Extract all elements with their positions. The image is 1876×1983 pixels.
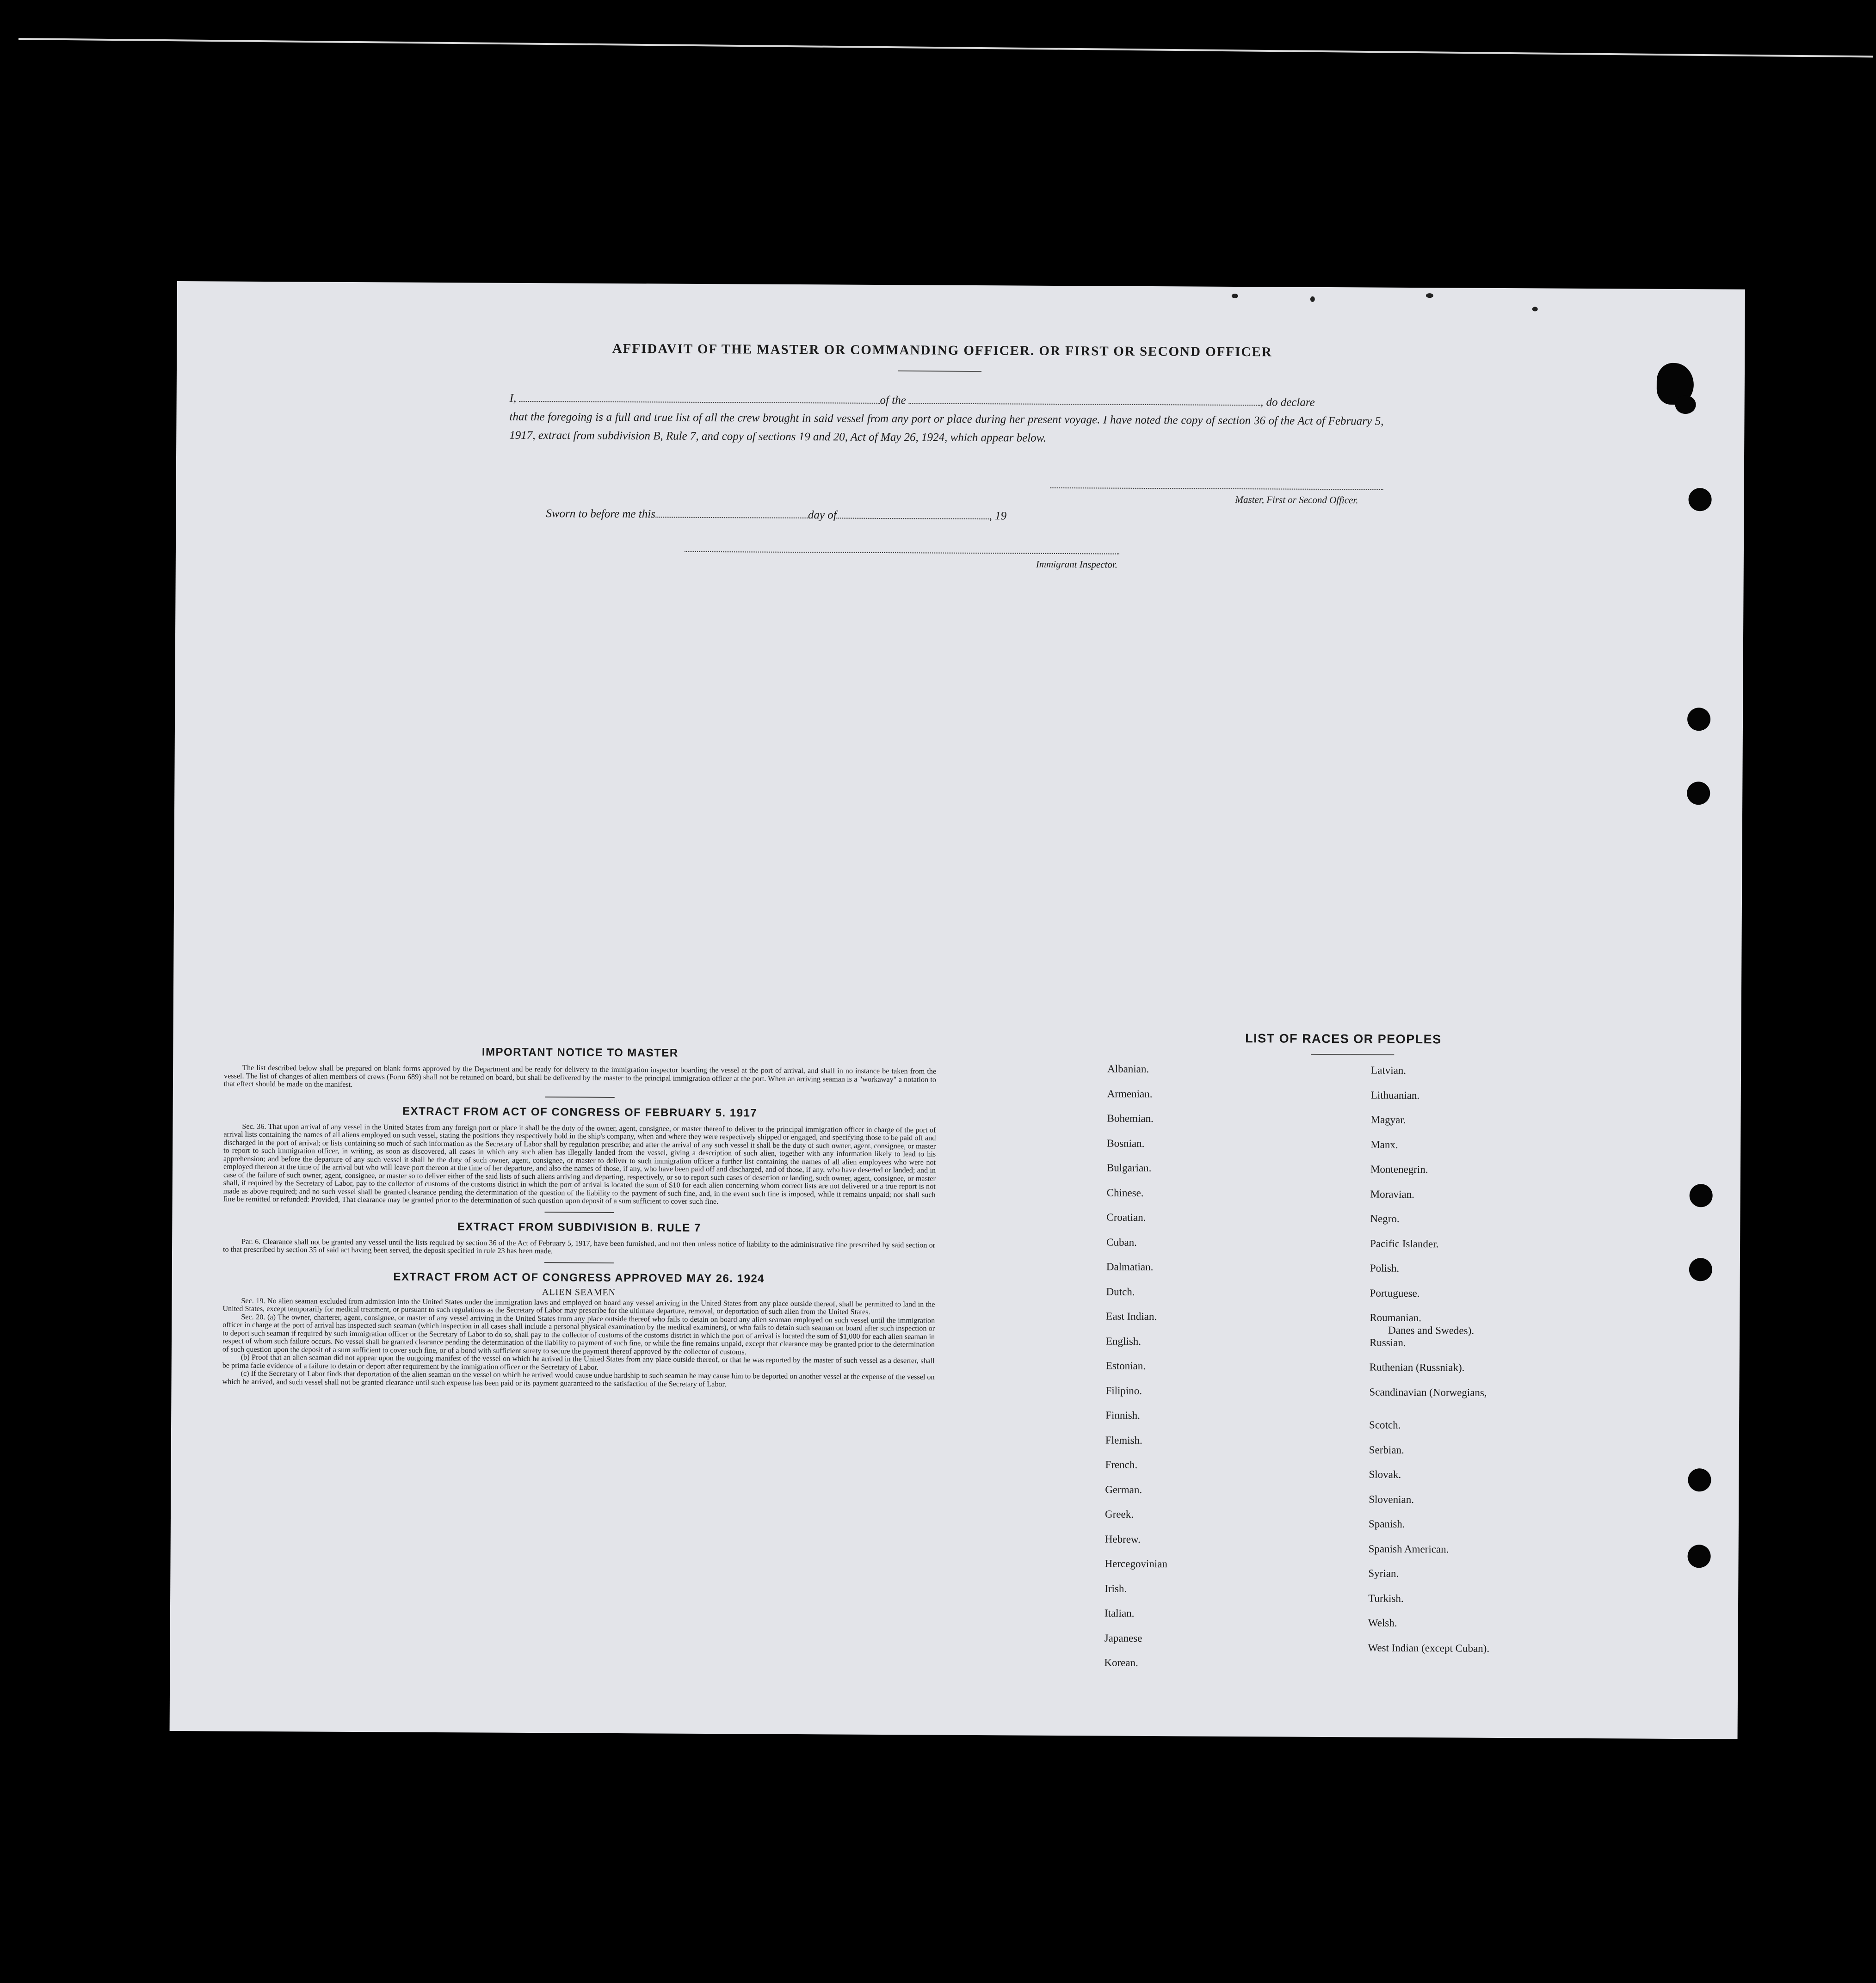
race-item: Croatian. <box>1106 1211 1146 1223</box>
races-left-column <box>177 281 1745 289</box>
race-item: Serbian. <box>1369 1444 1404 1456</box>
race-item: Irish. <box>1105 1583 1127 1595</box>
race-item: Latvian. <box>1371 1064 1407 1076</box>
race-item: Bulgarian. <box>1106 1162 1152 1174</box>
punch-hole <box>1688 1468 1711 1491</box>
race-item: Scotch. <box>1369 1419 1401 1431</box>
race-item: Italian. <box>1104 1607 1135 1619</box>
punch-hole <box>1688 488 1711 511</box>
ink-blot-small <box>1675 395 1696 414</box>
race-item: English. <box>1105 1335 1142 1347</box>
extract-1924-subtitle: ALIEN SEAMEN <box>542 1287 616 1298</box>
race-item: Manx. <box>1370 1139 1398 1151</box>
speck <box>1310 296 1315 302</box>
race-item: Montenegrin. <box>1370 1163 1428 1176</box>
sec20b-text: (b) Proof that an alien seaman did not appear upon the outgoing manifest of the vessel on which he arrived in the United States from any place outside thereof, or that he was reported by the master of such vessel as a deserter, shall be prima facie evidence of a failure to detain or deport after requirement by the immigration officer or the Secretary of Labor. <box>222 1353 935 1372</box>
affidavit-text <box>509 389 1384 450</box>
race-item: Korean. <box>1104 1657 1138 1669</box>
race-item: Hercegovinian <box>1105 1558 1167 1570</box>
race-item: Greek. <box>1105 1508 1134 1520</box>
extract-1917-title: EXTRACT FROM ACT OF CONGRESS OF FEBRUARY 5. 1917 <box>402 1105 758 1120</box>
race-item: Filipino. <box>1105 1385 1142 1397</box>
race-item: Syrian. <box>1368 1567 1399 1579</box>
speck <box>1426 293 1433 298</box>
section-rule <box>544 1262 614 1263</box>
rule7-text: Par. 6. Clearance shall not be granted any vessel until the lists required by section 36 of the Act of February 5, 1917, have been furnished, and not then unless notice of liability to the administrative fine prescribed by said section or to that prescribed by section 35 of said act having been served, the deposit specified in rule 23 has been made. <box>222 1237 936 1256</box>
inspector-signature-line[interactable] <box>685 551 1119 554</box>
race-item: Flemish. <box>1105 1434 1142 1446</box>
race-item: Albanian. <box>1107 1063 1149 1075</box>
sworn-prefix: Sworn to before me this <box>546 507 656 521</box>
race-item: Japanese <box>1104 1632 1142 1644</box>
title-rule <box>898 370 981 372</box>
punch-hole <box>1689 1258 1712 1281</box>
race-item: Polish. <box>1370 1262 1400 1274</box>
name-blank[interactable] <box>519 391 880 404</box>
race-item: Ruthenian (Russniak). <box>1369 1361 1465 1373</box>
race-item: Moravian. <box>1370 1188 1414 1200</box>
race-item-continuation: Danes and Swedes). <box>1388 1324 1475 1336</box>
do-declare-label: , do declare <box>1260 396 1315 409</box>
race-item: Pacific Islander. <box>1370 1238 1439 1250</box>
extract-1924-title: EXTRACT FROM ACT OF CONGRESS APPROVED MAY 26. 1924 <box>393 1270 765 1285</box>
notice-text: The list described below shall be prepared on blank forms approved by the Department and be ready for delivery to the immigration inspector boarding the vessel at the port of arrival, and shall in no instance be taken from the vessel. The list of changes of alien members of crews (Form 689) shall not be retained on board, but shall be delivered by the master to the principal immigration officer at the port. When an arriving seaman is a "workaway" a notation to that effect should be made on the manifest. <box>223 1063 937 1089</box>
document-sheet <box>170 281 1745 1739</box>
race-item: German. <box>1105 1484 1142 1496</box>
race-item: Chinese. <box>1106 1187 1144 1199</box>
punch-hole <box>1687 708 1710 731</box>
race-item: Bosnian. <box>1107 1137 1145 1149</box>
race-item: Russian. <box>1369 1336 1406 1349</box>
film-top-line <box>19 38 1873 57</box>
race-item: Spanish American. <box>1368 1543 1449 1555</box>
punch-hole <box>1690 1184 1713 1207</box>
punch-hole <box>1687 1545 1710 1568</box>
race-item: Estonian. <box>1105 1360 1146 1372</box>
punch-hole <box>1687 782 1710 805</box>
race-item: French. <box>1105 1459 1138 1471</box>
race-item: Armenian. <box>1107 1088 1153 1100</box>
inspector-caption: Immigrant Inspector. <box>1036 558 1118 570</box>
master-caption: Master, First or Second Officer. <box>1235 493 1358 506</box>
race-item: Slovenian. <box>1369 1493 1414 1505</box>
affidavit-title: AFFIDAVIT OF THE MASTER OR COMMANDING OFFICER. OR FIRST OR SECOND OFFICER <box>612 341 1272 360</box>
sworn-month-blank[interactable] <box>837 507 989 519</box>
race-item: Magyar. <box>1370 1114 1406 1126</box>
race-item: Finnish. <box>1105 1409 1141 1421</box>
section-rule <box>545 1096 615 1098</box>
sec20a-text: Sec. 20. (a) The owner, charterer, agent, consignee, or master of any vessel arriving in the United States from any place outside thereof who fails to detain on board any alien seaman employed on such vessel until the immigration officer in charge at the port of arrival has inspected such seaman (which inspection in all cases shall include a personal physical examination by the medical examiners), or who fails to detain such seaman on board after such inspection or to deport such seaman if required by such immigration officer or the Secretary of Labor to do so, shall pay to the collector of customs of the customs district in which the port of arrival is located the sum of $1,000 for each alien seaman in respect of whom such failure occurs. No vessel shall be granted clearance pending the determination of the liability to payment of such fine, or while the fine remains unpaid, except that clearance may be granted prior to the determination of such question upon the deposit of a sum sufficient to cover such fine, or of a bond with sufficient surety to secure the payment thereof approved by the collector of customs. <box>222 1312 935 1356</box>
of-the-label: of the <box>880 394 906 407</box>
extract-1917-text: Sec. 36. That upon arrival of any vessel in the United States from any foreign port or place it shall be the duty of the owner, agent, consignee, or master thereof to deliver to the principal immigration officer in charge of the port of arrival lists containing the names of all aliens employed on such vessel, stating the positions they respectively hold in the ship's company, when and where they were respectively shipped or engaged, and specifying those to be paid off and discharged in the port of arrival; or lists containing so much of such information as the Secretary of Labor shall by regulation prescribe; and after the arrival of any such vessel it shall be the duty of such owner, agent, consignee, or master to report to such immigration officer, in writing, as soon as discovered, all cases in which any such alien has illegally landed from the vessel, giving a description of such alien, together with any information likely to lead to his apprehension; and before the departure of any such vessel it shall be the duty of such owner, agent, consignee, or master to deliver to such immigration officer a further list containing the names of all alien employees who were not employed thereon at the time of the arrival but who will leave port thereon at the time of her departure, and also the names of those, if any, who have been paid off and discharged, and of those, if any, who have deserted or landed; and in case of the failure of such owner, agent, consignee, or master so to deliver either of the said lists of such aliens arriving and departing, respectively, or so to report such cases of desertion or landing, such owner, agent, consignee, or master shall, if required by the Secretary of Labor, pay to the collector of customs of the customs district in which the port of arrival is located the sum of $10 for each alien concerning whom correct lists are not delivered or a true report is not made as above required; and no such vessel shall be granted clearance pending the determination of the question of the liability to the payment of such fine, and, in the event such fine is imposed, while it remains unpaid; nor shall such fine be remitted or refunded: Provided, That clearance may be granted prior to the determination of such question upon deposit of a sum sufficient to cover such fine. <box>223 1122 936 1206</box>
sworn-line <box>546 506 1006 523</box>
vessel-blank[interactable] <box>909 393 1260 406</box>
race-item: Slovak. <box>1369 1468 1401 1480</box>
race-item: Bohemian. <box>1107 1112 1154 1125</box>
race-item: Roumanian. <box>1370 1312 1422 1324</box>
day-of-label: day of <box>808 509 837 522</box>
race-item: Dutch. <box>1106 1286 1135 1298</box>
races-title: LIST OF RACES OR PEOPLES <box>1245 1031 1442 1047</box>
master-signature-line[interactable] <box>1050 487 1383 490</box>
legal-notices <box>222 1045 936 1390</box>
year-prefix: , 19 <box>989 510 1007 523</box>
i-prefix: I, <box>509 392 517 405</box>
race-item: East Indian. <box>1106 1310 1157 1323</box>
affidavit-body: that the foregoing is a full and true list of all the crew brought in said vessel from any port or place during her present voyage. I have noted the copy of section 36 of the Act of February 5, 1917, extract from subdivision B, Rule 7, and copy of sections 19 and 20, Act of May 26, 1924, which appear below. <box>509 410 1384 444</box>
race-item: Negro. <box>1370 1213 1400 1225</box>
section-rule <box>544 1212 614 1213</box>
races-title-rule <box>1311 1054 1394 1055</box>
race-item: Hebrew. <box>1105 1533 1141 1545</box>
races-right-column <box>177 281 1745 289</box>
sworn-day-blank[interactable] <box>655 506 808 518</box>
race-item: Lithuanian. <box>1370 1089 1420 1101</box>
race-item: Turkish. <box>1368 1592 1404 1604</box>
race-item: Scandinavian (Norwegians, <box>1369 1386 1487 1398</box>
speck <box>1532 307 1538 311</box>
notice-title: IMPORTANT NOTICE TO MASTER <box>481 1046 679 1059</box>
race-item: Spanish. <box>1368 1518 1405 1530</box>
race-item: Welsh. <box>1368 1617 1397 1629</box>
sec20c-text: (c) If the Secretary of Labor finds that deportation of the alien seaman on the vessel on which he arrived would cause undue hardship to such seaman he may cause him to be deported on another vessel at the expense of the vessel on which he arrived, and such vessel shall not be granted clearance until such expense has been paid or its payment guaranteed to the satisfaction of the Secretary of Labor. <box>222 1369 935 1388</box>
race-item: Dalmatian. <box>1106 1261 1154 1273</box>
race-item: Portuguese. <box>1370 1287 1420 1299</box>
sec19-text: Sec. 19. No alien seaman excluded from admission into the United States under the immigration laws and employed on board any vessel arriving in the United States from any place outside thereof, shall be permitted to land in the United States, except temporarily for medical treatment, or pursuant to such regulations as the Secretary of Labor may prescribe for the ultimate departure, removal, or deportation of such alien from the United States. <box>222 1296 935 1316</box>
speck <box>1232 294 1238 298</box>
race-item: West Indian (except Cuban). <box>1368 1642 1490 1654</box>
race-item: Cuban. <box>1106 1236 1137 1248</box>
rule7-title: EXTRACT FROM SUBDIVISION B. RULE 7 <box>457 1220 701 1234</box>
